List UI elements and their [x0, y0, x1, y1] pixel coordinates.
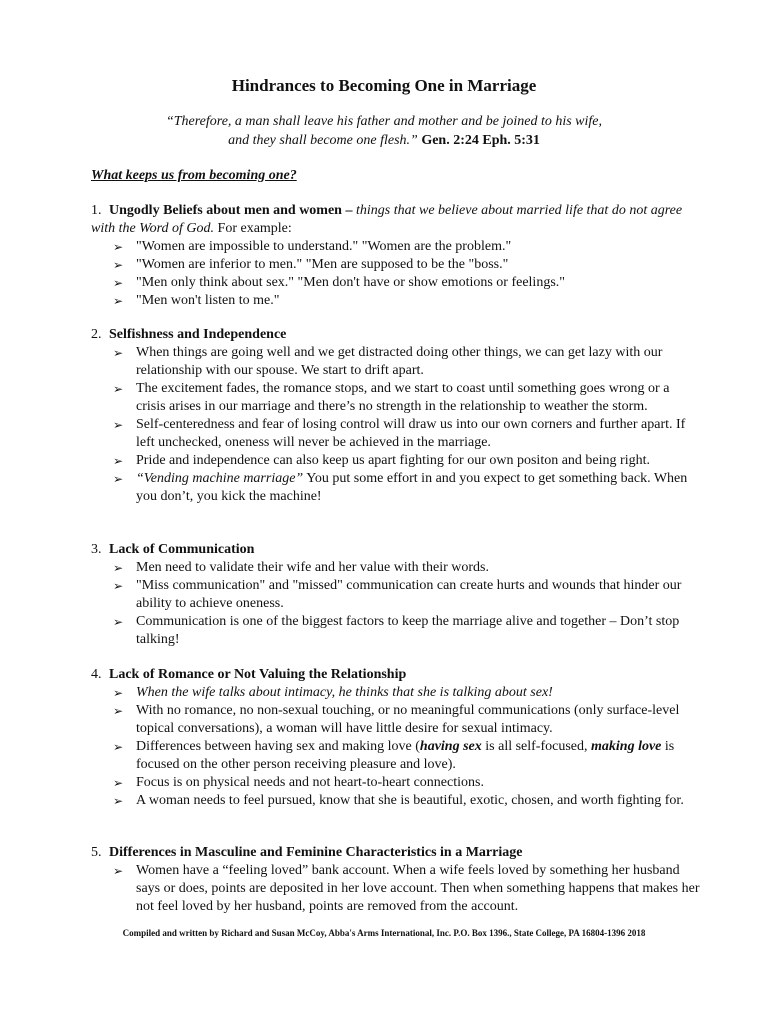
scripture-reference: Gen. 2:24 Eph. 5:31 [417, 133, 540, 148]
section-5 [91, 844, 701, 916]
having-sex-term: having sex [419, 739, 482, 754]
section-1 [91, 202, 701, 310]
list-item: ➢ Self-centeredness and fear of losing control will draw us into our own corners and further apart. If left unchecked, oneness will never be achieved in the marriage. [91, 416, 701, 452]
section-3 [91, 541, 701, 649]
list-item: ➢ When the wife talks about intimacy, he thinks that she is talking about sex! [91, 684, 701, 702]
section-5-heading: Differences in Masculine and Feminine Characteristics in a Marriage [109, 845, 523, 860]
section-3-number: 3. [91, 542, 102, 557]
list-item: ➢ Focus is on physical needs and not heart-to-heart connections. [91, 774, 701, 792]
section-2-number: 2. [91, 327, 102, 342]
section-4-bullets [91, 684, 701, 810]
page-title: Hindrances to Becoming One in Marriage [231, 76, 537, 95]
page-footer: Compiled and written by Richard and Susan McCoy, Abba's Arms International, Inc. P.O. Box 1396., State College, PA 16804-1396 2018 [122, 928, 646, 938]
list-item: ➢ With no romance, no non-sexual touching, or no meaningful communications (only surface-level topical conversations), a woman will have little desire for sexual intimacy. [91, 702, 701, 738]
quote-line-2-text: and they shall become one flesh.” [228, 133, 418, 148]
list-item: ➢ "Women are inferior to men." "Men are supposed to be the "boss." [91, 256, 701, 274]
making-love-term: making love [591, 739, 662, 754]
section-2-bullets [91, 344, 701, 506]
quote-line-2 [0, 131, 768, 150]
list-item [91, 738, 701, 774]
list-item: ➢ The excitement fades, the romance stops, and we start to coast until something goes wrong or a crisis arises in our marriage and there’s no strength in the relationship to weather the storm. [91, 380, 701, 416]
vending-machine-term: “Vending machine marriage” [136, 471, 304, 486]
section-4-number: 4. [91, 667, 102, 682]
section-3-heading-line [91, 541, 701, 559]
list-item: ➢ Pride and independence can also keep us apart fighting for our own positon and being right. [91, 452, 701, 470]
list-item: ➢ When things are going well and we get distracted doing other things, we can get lazy with our relationship with our spouse. We start to drift apart. [91, 344, 701, 380]
section-5-heading-line [91, 844, 701, 862]
section-1-bullets [91, 238, 701, 310]
list-item: ➢ Men need to validate their wife and her value with their words. [91, 559, 701, 577]
section-1-heading: Ungodly Beliefs about men and women – [109, 203, 353, 218]
list-item: ➢ "Miss communication" and "missed" communication can create hurts and wounds that hinder our ability to achieve oneness. [91, 577, 701, 613]
quote-line-1: “Therefore, a man shall leave his father and mother and be joined to his wife, [165, 114, 603, 129]
scripture-quote [0, 112, 768, 150]
bullet-text: Differences between having sex and making love ( [136, 739, 420, 754]
section-4 [91, 666, 701, 810]
bullet-text: is all self-focused, [481, 739, 592, 754]
section-1-intro [91, 202, 701, 238]
section-2 [91, 326, 701, 506]
list-item: ➢ "Men only think about sex." "Men don't have or show emotions or feelings." [91, 274, 701, 292]
list-item: ➢ "Men won't listen to me." [91, 292, 701, 310]
list-item: ➢ "Women are impossible to understand." "Women are the problem." [91, 238, 701, 256]
section-5-bullets [91, 862, 701, 916]
section-1-intro-plain: For example: [214, 221, 292, 236]
vending-machine-text: You put some effort in and you expect to get something back. When you don’t, you kick the machine! [136, 471, 688, 504]
section-2-heading-line [91, 326, 701, 344]
section-2-heading: Selfishness and Independence [109, 327, 287, 342]
section-question: What keeps us from becoming one? [91, 168, 297, 183]
section-4-heading-line [91, 666, 701, 684]
bullet-text: is focused on the other person receiving pleasure and love). [136, 739, 675, 772]
list-item: ➢ A woman needs to feel pursued, know that she is beautiful, exotic, chosen, and worth fighting for. [91, 792, 701, 810]
list-item: ➢ Communication is one of the biggest factors to keep the marriage alive and together – Don’t stop talking! [91, 613, 701, 649]
list-item: ➢ Women have a “feeling loved” bank account. When a wife feels loved by something her husband says or does, points are deposited in her love account. Then when something happens that makes her not feel loved by her husband, points are removed from the account. [91, 862, 701, 916]
section-1-number: 1. [91, 203, 102, 218]
section-3-heading: Lack of Communication [109, 542, 255, 557]
section-4-heading: Lack of Romance or Not Valuing the Relationship [109, 667, 407, 682]
section-3-bullets [91, 559, 701, 649]
section-1-intro-italic: things that we believe about married life that do not agree with the Word of God. [91, 203, 683, 236]
section-5-number: 5. [91, 845, 102, 860]
list-item [91, 470, 701, 506]
